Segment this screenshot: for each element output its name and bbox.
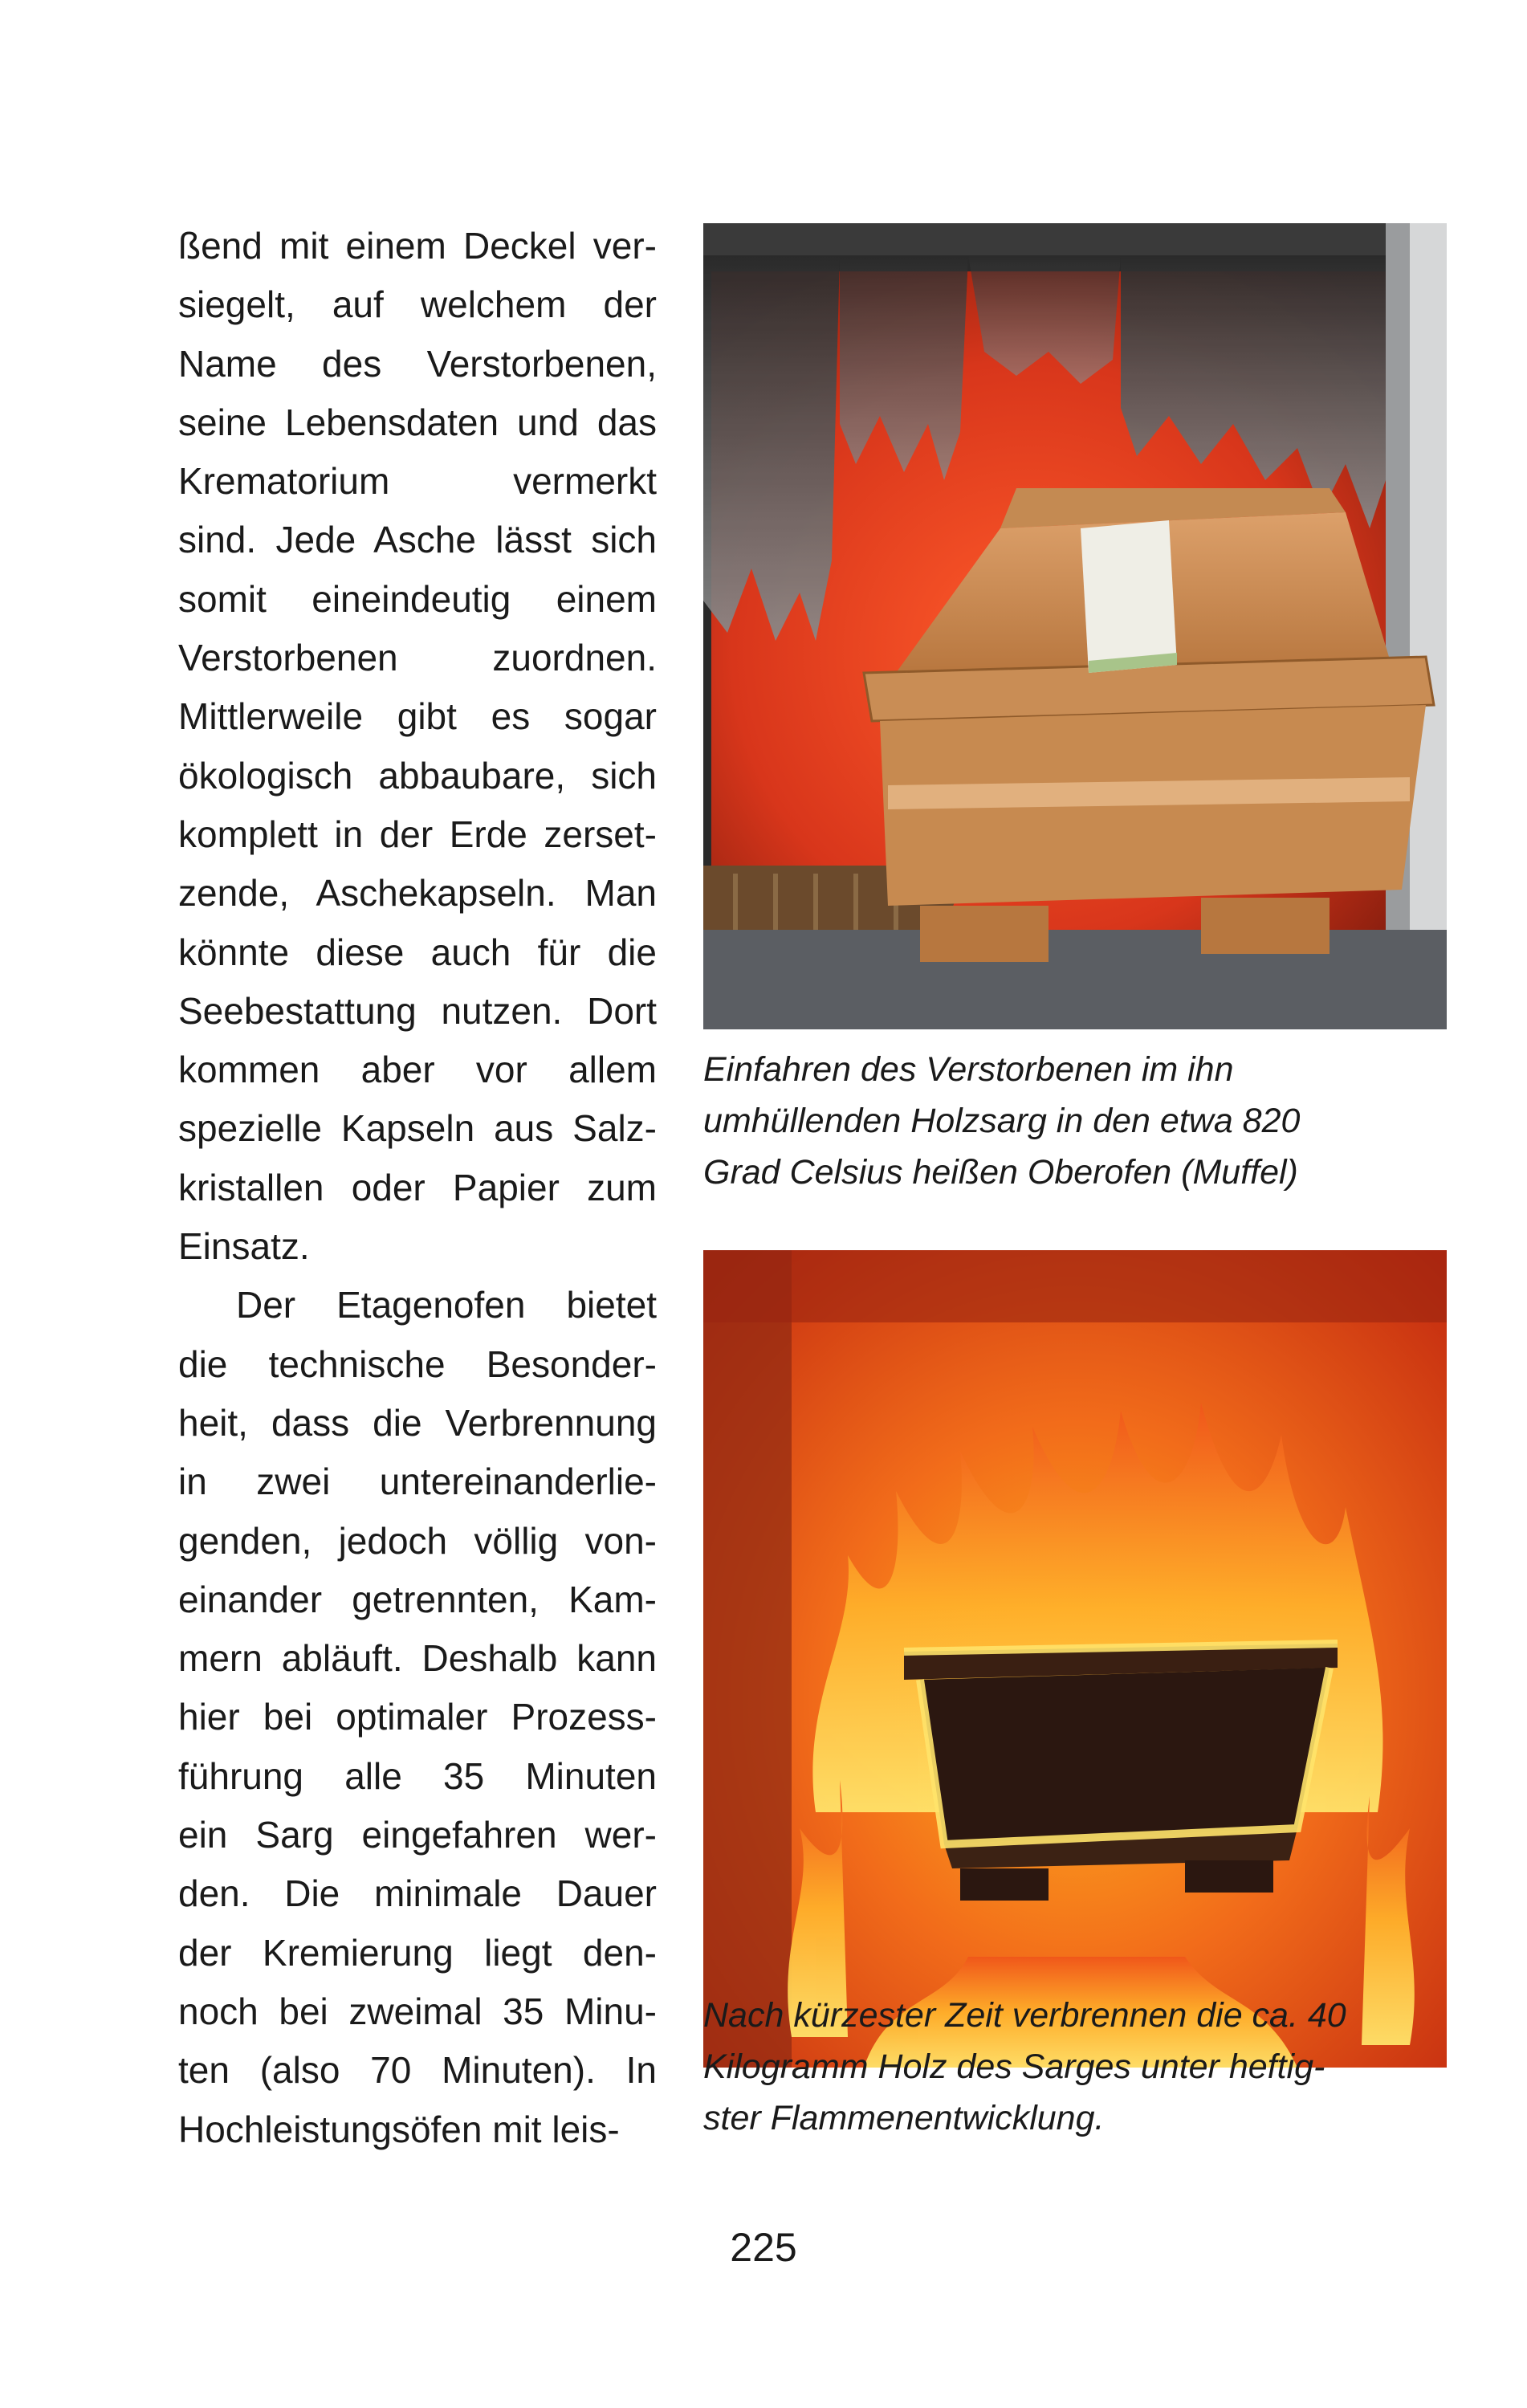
text-line: seine Lebensdaten und das <box>178 401 657 443</box>
text-line: siegelt, auf welchem der <box>178 283 657 326</box>
caption-line: Kilogramm Holz des Sarges unter heftig- <box>703 2047 1325 2086</box>
coffin-entering-furnace-illustration <box>703 223 1447 1029</box>
text-line: ökologisch abbaubare, sich <box>178 754 657 797</box>
text-line: hier bei optimaler Prozess- <box>178 1696 657 1738</box>
text-line: ten (also 70 Minuten). In <box>178 2049 657 2092</box>
text-line: den. Die minimale Dauer <box>178 1872 657 1915</box>
text-line: Seebestattung nutzen. Dort <box>178 989 657 1032</box>
text-line: Hochleistungsöfen mit leis- <box>178 2108 620 2150</box>
text-line: die technische Besonder- <box>178 1343 657 1385</box>
text-line: kristallen oder Papier zum <box>178 1166 657 1208</box>
page-number: 225 <box>730 2225 797 2270</box>
coffin-entering-furnace-photo <box>703 223 1447 1029</box>
text-line: Der Etagenofen bietet <box>236 1284 657 1326</box>
caption-line: umhüllenden Holzsarg in den etwa 820 <box>703 1102 1301 1140</box>
text-line: einander getrennten, Kam- <box>178 1578 657 1620</box>
text-line: ßend mit einem Deckel ver- <box>178 225 657 267</box>
text-line: somit eineindeutig einem <box>178 577 657 620</box>
text-line: sind. Jede Asche lässt sich <box>178 519 657 561</box>
text-line: zende, Aschekapseln. Man <box>178 872 657 915</box>
text-line: Einsatz. <box>178 1225 310 1268</box>
figure-caption-1 <box>703 1044 1458 1198</box>
text-line: der Kremierung liegt den- <box>178 1931 657 1974</box>
text-line: Verstorbenen zuordnen. <box>178 637 657 679</box>
coffin-burning-photo <box>703 1250 1447 2068</box>
body-paragraph-1 <box>178 217 657 1276</box>
caption-line: Einfahren des Verstorbenen im ihn <box>703 1050 1234 1089</box>
text-line: kommen aber vor allem <box>178 1049 657 1091</box>
caption-line: Grad Celsius heißen Oberofen (Muffel) <box>703 1153 1298 1192</box>
text-line: genden, jedoch völlig von- <box>178 1519 657 1562</box>
text-line: könnte diese auch für die <box>178 931 657 973</box>
text-line: mern abläuft. Deshalb kann <box>178 1637 657 1680</box>
text-line: heit, dass die Verbrennung <box>178 1401 657 1444</box>
body-text-column <box>178 217 657 2159</box>
coffin-burning-illustration <box>703 1250 1447 2068</box>
caption-line: ster Flammenentwicklung. <box>703 2099 1105 2137</box>
text-line: Name des Verstorbenen, <box>178 342 657 385</box>
text-line: spezielle Kapseln aus Salz- <box>178 1107 657 1150</box>
text-line: Mittlerweile gibt es sogar <box>178 695 657 738</box>
text-line: führung alle 35 Minuten <box>178 1754 657 1797</box>
figure-caption-2 <box>703 1990 1458 2144</box>
text-line: Krematorium vermerkt <box>178 460 657 503</box>
text-line: noch bei zweimal 35 Minu- <box>178 1990 657 2032</box>
text-line: ein Sarg eingefahren wer- <box>178 1814 657 1856</box>
caption-line: Nach kürzester Zeit verbrennen die ca. 40 <box>703 1996 1346 2035</box>
text-line: komplett in der Erde zerset- <box>178 813 657 855</box>
text-line: in zwei untereinanderlie- <box>178 1461 657 1503</box>
body-paragraph-2 <box>178 1276 657 2158</box>
